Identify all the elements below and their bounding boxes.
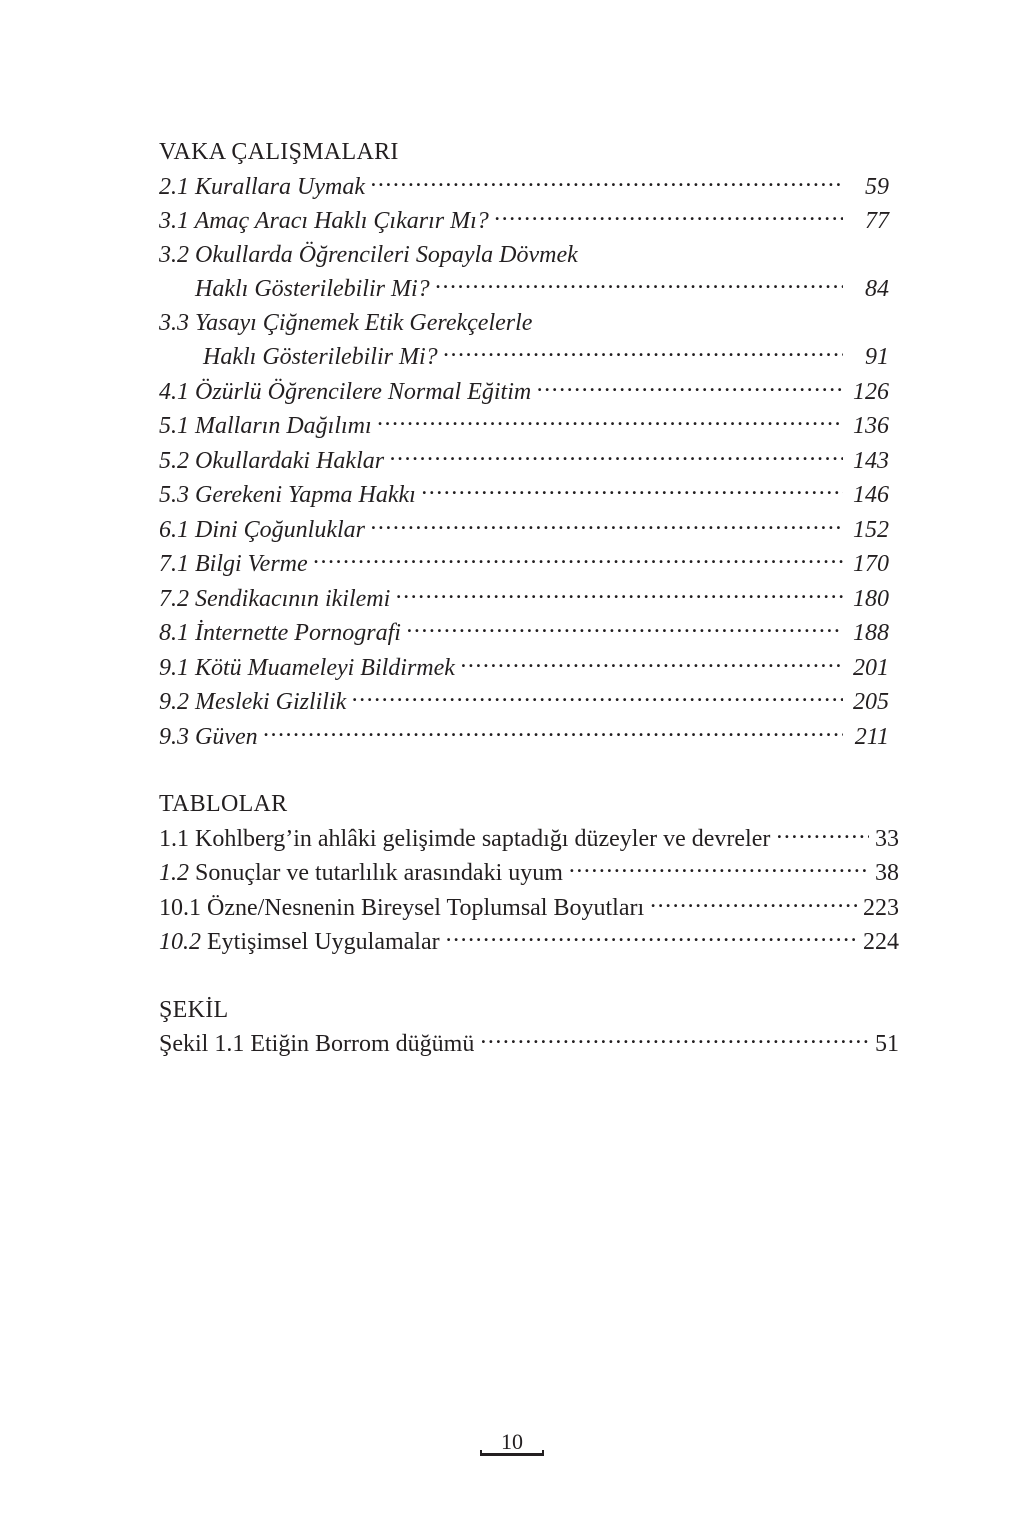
entry-label: 5.1 Malların Dağılımı <box>159 413 372 439</box>
dot-leader <box>436 272 843 296</box>
list-item <box>159 1027 899 1062</box>
list-item <box>159 547 899 582</box>
entry-label-first-line: 3.3 Yasayı Çiğnemek Etik Gerekçelerle <box>159 309 533 336</box>
entry-number: 10.2 <box>159 929 201 955</box>
entry-label: 9.2 Mesleki Gizlilik <box>159 689 347 715</box>
entry-number: 1.1 <box>159 825 189 852</box>
page-number-ref: 170 <box>853 551 889 577</box>
page-number-ref: 126 <box>853 378 889 405</box>
page-number-ref: 136 <box>853 413 889 439</box>
dot-leader <box>314 547 843 571</box>
entry-label: 5.3 Gerekeni Yapma Hakkı <box>159 482 416 508</box>
dot-leader <box>371 513 843 537</box>
entry-label: 4.1 Özürlü Öğrencilere Normal Eğitim <box>159 378 532 405</box>
entry-label <box>159 823 770 857</box>
list-item <box>159 582 899 617</box>
page-number-underline <box>480 1450 544 1456</box>
dot-leader <box>352 685 843 709</box>
entry-label: 9.1 Kötü Muameleyi Bildirmek <box>159 654 455 681</box>
page-number-ref: 205 <box>853 689 889 715</box>
page-number-ref: 224 <box>863 929 899 955</box>
entry-continuation <box>159 340 899 375</box>
page-number-ref: 59 <box>865 173 889 200</box>
entry-label <box>159 926 440 960</box>
page-number: 10 <box>501 1429 523 1454</box>
entry-number: 10.1 <box>159 894 201 921</box>
list-item <box>159 170 899 205</box>
page-number-ref: 211 <box>854 723 889 750</box>
page-number-ref: 84 <box>865 276 889 302</box>
table-of-contents <box>159 136 899 1062</box>
dot-leader <box>390 444 843 468</box>
dot-leader <box>264 720 843 744</box>
dot-leader <box>396 582 843 606</box>
dot-leader <box>378 409 843 433</box>
page-number-ref: 77 <box>865 208 889 234</box>
list-item <box>159 822 899 857</box>
section-spacer <box>159 754 899 788</box>
page-number-ref: 188 <box>853 620 889 646</box>
entry-text: Sonuçlar ve tutarlılık arasındaki uyum <box>195 860 563 886</box>
list-item <box>159 720 899 755</box>
entry-label: 7.2 Sendikacının ikilemi <box>159 585 391 612</box>
list-item <box>159 925 899 960</box>
dot-leader <box>407 616 843 640</box>
page-number-ref: 146 <box>853 482 889 508</box>
dot-leader <box>495 204 843 228</box>
list-item <box>159 375 899 410</box>
dot-leader <box>569 856 869 880</box>
page-number-ref: 33 <box>875 825 899 852</box>
list-item <box>159 307 899 375</box>
entry-label: 5.2 Okullardaki Haklar <box>159 447 385 474</box>
list-item <box>159 239 899 307</box>
entry-label: 7.1 Bilgi Verme <box>159 551 308 577</box>
dot-leader <box>537 375 843 399</box>
list-item <box>159 444 899 479</box>
dot-leader <box>422 478 843 502</box>
entry-text: Kohlberg’in ahlâki gelişimde saptadığı düzeyler ve devreler <box>195 825 771 852</box>
list-item <box>159 513 899 548</box>
entry-label <box>159 892 644 926</box>
entry-label: 9.3 Güven <box>159 723 258 750</box>
list-item <box>159 409 899 444</box>
entry-label <box>159 857 563 891</box>
page-number-ref: 223 <box>863 894 899 921</box>
list-item <box>159 478 899 513</box>
list-item <box>159 891 899 926</box>
entry-label: Haklı Gösterilebilir Mi? <box>195 276 430 302</box>
page-number-ref: 201 <box>853 654 889 681</box>
list-item <box>159 651 899 686</box>
tables-list <box>159 822 899 960</box>
page-number-ref: 180 <box>853 585 889 612</box>
entry-label: Şekil 1.1 Etiğin Borrom düğümü <box>159 1031 475 1057</box>
page-number-ref: 143 <box>853 447 889 474</box>
page-number-ref: 38 <box>875 860 899 886</box>
entry-label: 2.1 Kurallara Uymak <box>159 173 365 200</box>
entry-label-first-line: 3.2 Okullarda Öğrencileri Sopayla Dövmek <box>159 241 578 268</box>
entry-number: 1.2 <box>159 860 189 886</box>
page-number-ref: 51 <box>875 1031 899 1057</box>
entry-label: Haklı Gösterilebilir Mi? <box>203 344 438 370</box>
dot-leader <box>776 822 869 846</box>
list-item <box>159 856 899 891</box>
page-number-ref: 152 <box>853 516 889 543</box>
entry-text: Eytişimsel Uygulamalar <box>207 929 440 955</box>
list-item <box>159 616 899 651</box>
section-spacer <box>159 960 899 994</box>
dot-leader <box>444 340 843 364</box>
entry-label: 8.1 İnternette Pornografi <box>159 620 401 646</box>
figures-heading: ŞEKİL <box>159 996 229 1023</box>
dot-leader <box>446 925 857 949</box>
dot-leader <box>461 651 843 675</box>
dot-leader <box>371 170 843 194</box>
figures-list <box>159 1027 899 1062</box>
case-studies-heading: VAKA ÇALIŞMALARI <box>159 139 399 165</box>
list-item <box>159 204 899 239</box>
page-number-ref: 91 <box>865 344 889 370</box>
dot-leader <box>480 1027 869 1051</box>
list-item <box>159 685 899 720</box>
tables-heading: TABLOLAR <box>159 791 288 817</box>
case-studies-list <box>159 170 899 755</box>
dot-leader <box>650 891 857 915</box>
entry-text: Özne/Nesnenin Bireysel Toplumsal Boyutları <box>207 894 645 921</box>
entry-continuation <box>159 272 899 307</box>
entry-label: 6.1 Dini Çoğunluklar <box>159 516 366 543</box>
entry-label: 3.1 Amaç Aracı Haklı Çıkarır Mı? <box>159 208 489 234</box>
